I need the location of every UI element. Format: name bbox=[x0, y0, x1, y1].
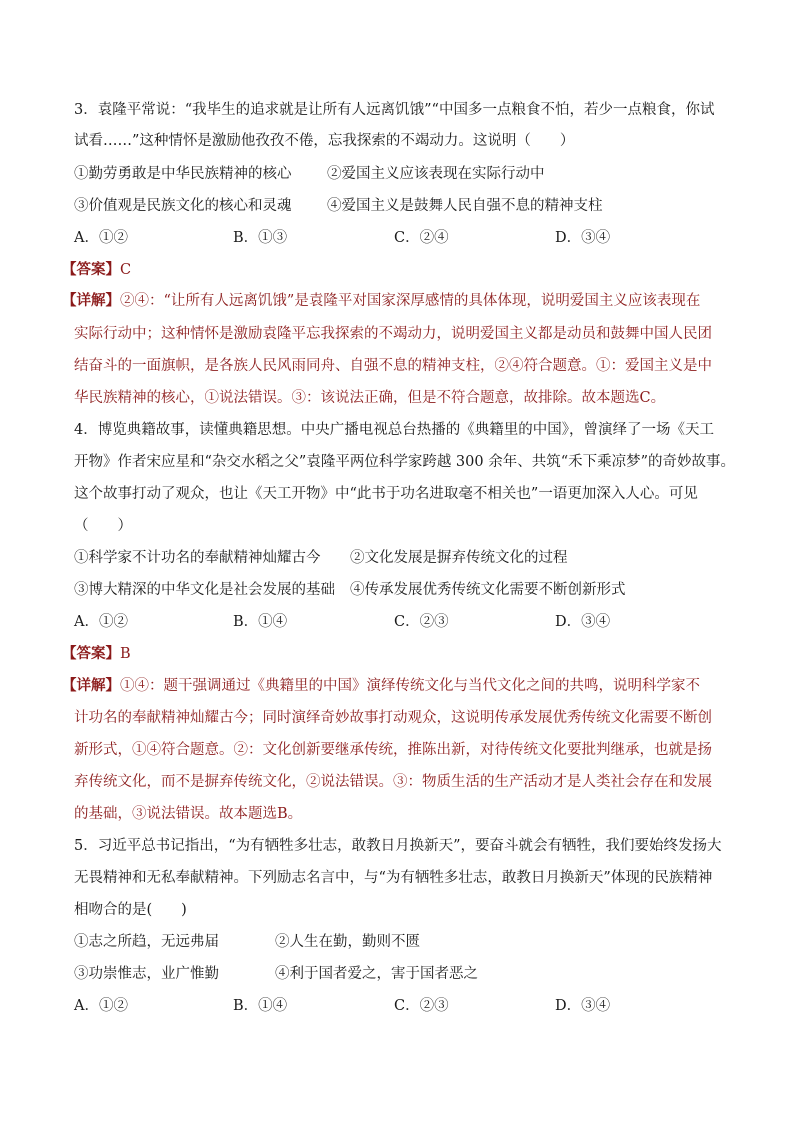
q4-detail-line-1 bbox=[62, 676, 700, 696]
q4-detail-line-4: 弃传统文化，而不是摒弃传统文化，②说法错误。③：物质生活的生产活动才是人类社会存在和发展 bbox=[74, 774, 712, 790]
q3-choice-b: B．①③ bbox=[233, 230, 288, 246]
q3-answer bbox=[62, 260, 131, 280]
q3-choice-d: D．③④ bbox=[555, 230, 611, 246]
q3-option-2: ②爱国主义应该表现在实际行动中 bbox=[327, 166, 545, 182]
q4-choice-a: A．①② bbox=[74, 614, 128, 630]
q3-options-row-2 bbox=[74, 196, 734, 216]
q4-stem-line-1: 4．博览典籍故事，读懂典籍思想。中央广播电视总台热播的《典籍里的中国》，曾演绎了一场《天工 bbox=[74, 422, 714, 438]
q4-options-row-2 bbox=[74, 580, 734, 600]
q5-choice-c: C．②③ bbox=[394, 998, 449, 1014]
q3-option-1: ①勤劳勇敢是中华民族精神的核心 bbox=[74, 166, 292, 182]
q4-choice-c: C．②③ bbox=[394, 614, 449, 630]
q5-options-row-2 bbox=[74, 964, 734, 984]
q3-choices bbox=[74, 228, 734, 248]
q5-option-4: ④利于国者爱之，害于国者恶之 bbox=[275, 966, 478, 982]
q4-detail-line-3: 新形式，①④符合题意。②：文化创新要继承传统，推陈出新，对待传统文化要批判继承，也就是扬 bbox=[74, 742, 712, 758]
q4-option-3: ③博大精深的中华文化是社会发展的基础 bbox=[74, 582, 335, 598]
q5-choice-b: B．①④ bbox=[233, 998, 288, 1014]
q5-options-row-1 bbox=[74, 932, 734, 952]
q4-detail-text-1: ①④：题干强调通过《典籍里的中国》演绎传统文化与当代文化之间的共鸣，说明科学家不 bbox=[120, 678, 700, 694]
q3-choice-a: A．①② bbox=[74, 230, 128, 246]
q5-stem-line-2: 无畏精神和无私奉献精神。下列励志名言中，与“为有牺牲多壮志，敢教日月换新天”体现的民族精神 bbox=[74, 870, 713, 886]
q5-choice-d: D．③④ bbox=[555, 998, 611, 1014]
detail-tag: 【详解】 bbox=[62, 292, 120, 309]
q4-choices bbox=[74, 612, 734, 632]
q3-detail-text-1: ②④：“让所有人远离饥饿”是袁隆平对国家深厚感情的具体体现，说明爱国主义应该表现在 bbox=[120, 293, 701, 309]
q4-answer bbox=[62, 644, 131, 664]
q4-option-2: ②文化发展是摒弃传统文化的过程 bbox=[350, 550, 568, 566]
q3-option-3: ③价值观是民族文化的核心和灵魂 bbox=[74, 198, 292, 214]
q3-choice-c: C．②④ bbox=[394, 230, 449, 246]
q3-detail-line-1 bbox=[62, 291, 700, 311]
q4-stem-line-4: （ ） bbox=[74, 518, 132, 534]
q4-stem-line-2: 开物》作者宋应星和“杂交水稻之父”袁隆平两位科学家跨越 300 余年、共筑“禾下乘凉梦”的奇妙故事。 bbox=[74, 454, 736, 470]
q4-options-row-1 bbox=[74, 548, 734, 568]
q3-detail-line-4: 华民族精神的核心，①说法错误。③：该说法正确，但是不符合题意，故排除。故本题选C。 bbox=[74, 390, 666, 406]
q5-choices bbox=[74, 996, 734, 1016]
q4-choice-b: B．①④ bbox=[233, 614, 288, 630]
answer-value: B bbox=[120, 646, 131, 662]
answer-value: C bbox=[120, 262, 132, 278]
q4-choice-d: D．③④ bbox=[555, 614, 611, 630]
q5-choice-a: A．①② bbox=[74, 998, 128, 1014]
q5-stem-line-1: 5．习近平总书记指出，“为有牺牲多壮志，敢教日月换新天”，要奋斗就会有牺牲，我们要始终发扬大 bbox=[74, 838, 722, 854]
answer-tag: 【答案】 bbox=[62, 261, 120, 278]
answer-tag: 【答案】 bbox=[62, 645, 120, 662]
q3-options-row-1 bbox=[74, 164, 734, 184]
q3-stem-line-1: 3．袁隆平常说：“我毕生的追求就是让所有人远离饥饿”“中国多一点粮食不怕，若少一点粮食，你试 bbox=[74, 102, 715, 118]
q5-stem-line-3: 相吻合的是( ) bbox=[74, 902, 187, 918]
q5-option-2: ②人生在勤，勤则不匮 bbox=[275, 934, 420, 950]
q3-stem-line-2: 试看……”这种情怀是激励他孜孜不倦，忘我探索的不竭动力。这说明（ ） bbox=[74, 133, 575, 149]
q3-detail-line-3: 结奋斗的一面旗帜，是各族人民风雨同舟、自强不息的精神支柱，②④符合题意。①：爱国主义是中 bbox=[74, 358, 712, 374]
q3-option-4: ④爱国主义是鼓舞人民自强不息的精神支柱 bbox=[327, 198, 603, 214]
q3-detail-line-2: 实际行动中；这种情怀是激励袁隆平忘我探索的不竭动力，说明爱国主义都是动员和鼓舞中国人民团 bbox=[74, 326, 712, 342]
q4-stem-line-3: 这个故事打动了观众，也让《天工开物》中“此书于功名进取毫不相关也”一语更加深入人心。可见 bbox=[74, 486, 698, 502]
q5-option-1: ①志之所趋，无远弗届 bbox=[74, 934, 219, 950]
q4-detail-line-5: 的基础，③说法错误。故本题选B。 bbox=[74, 806, 303, 822]
q4-option-1: ①科学家不计功名的奉献精神灿耀古今 bbox=[74, 550, 321, 566]
q4-option-4: ④传承发展优秀传统文化需要不断创新形式 bbox=[350, 582, 626, 598]
detail-tag: 【详解】 bbox=[62, 677, 120, 694]
q5-option-3: ③功崇惟志，业广惟勤 bbox=[74, 966, 219, 982]
q4-detail-line-2: 计功名的奉献精神灿耀古今；同时演绎奇妙故事打动观众，这说明传承发展优秀传统文化需要不断创 bbox=[74, 710, 712, 726]
